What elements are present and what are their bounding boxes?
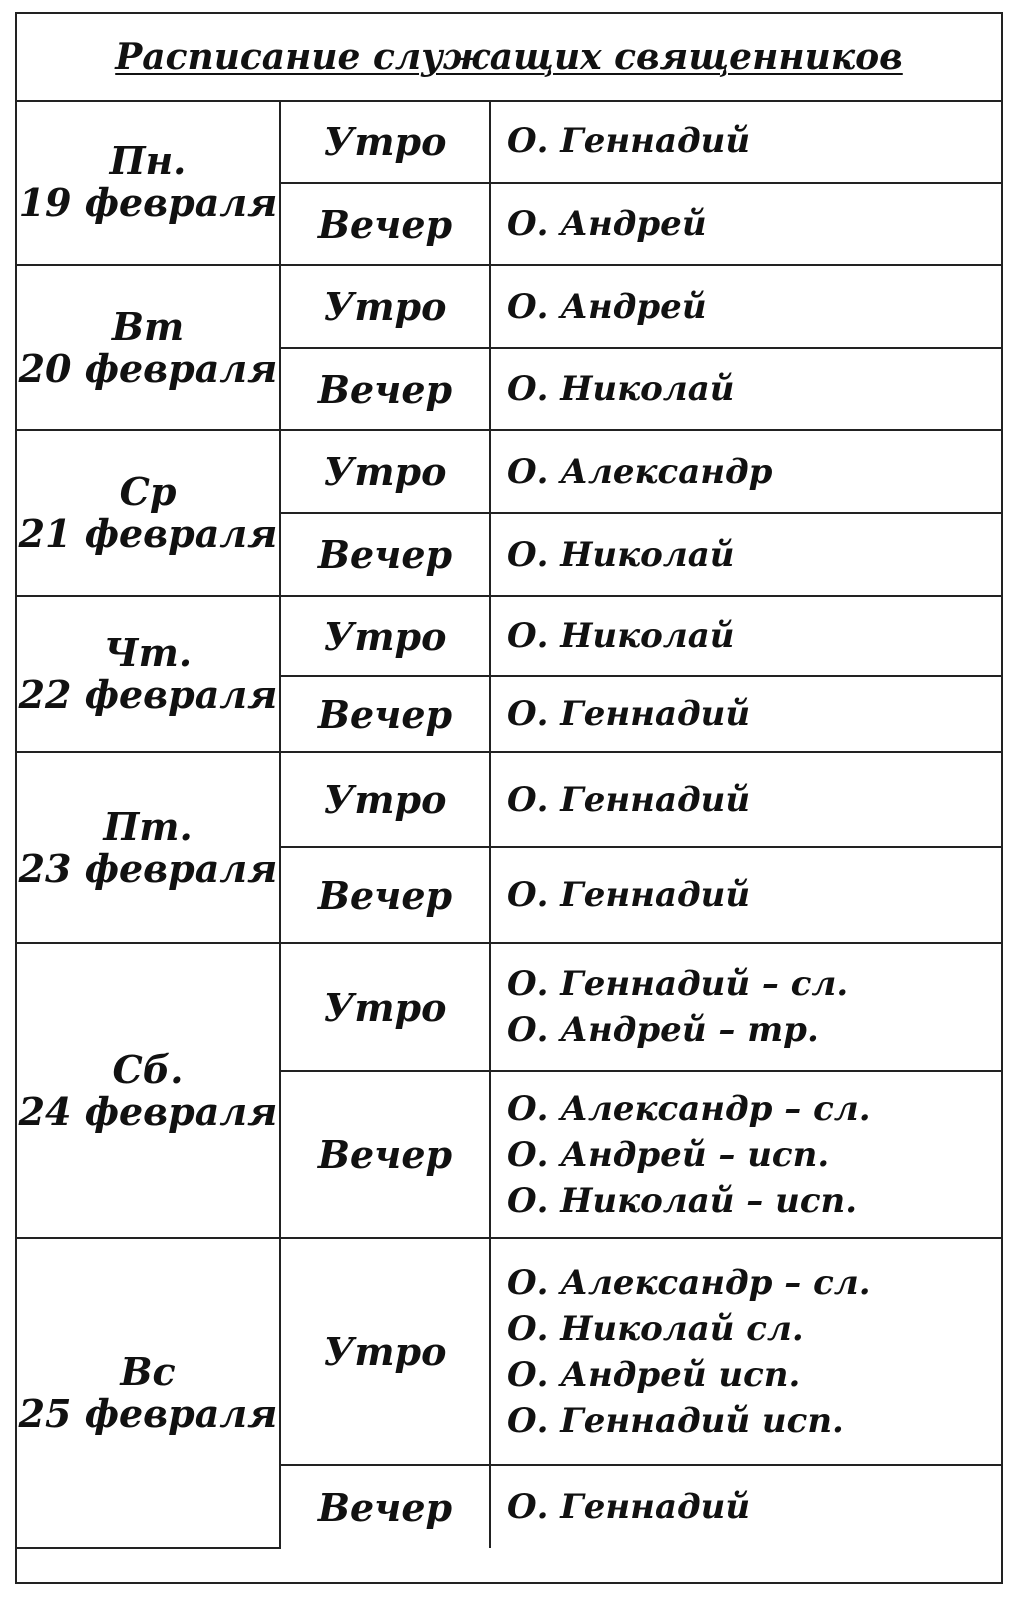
- priests-cell: [490, 1465, 1001, 1548]
- day-cell: [17, 430, 280, 596]
- priest-name: О. Геннадий: [507, 1487, 751, 1527]
- priest-name: О. Николай: [507, 616, 735, 656]
- date-label: 24 февраля: [18, 1088, 278, 1134]
- priest-name: О. Геннадий – сл.: [507, 964, 849, 1004]
- date-label: 19 февраля: [18, 180, 278, 225]
- slot-label: Утро: [280, 943, 490, 1071]
- slot-label: Вечер: [280, 676, 490, 752]
- priest-name: О. Александр – сл.: [507, 1088, 871, 1129]
- priests-cell: [490, 847, 1001, 943]
- table-row: [17, 1238, 1001, 1465]
- priests-cell: [490, 596, 1001, 676]
- table-row: [17, 943, 1001, 1071]
- priest-name: О. Андрей – исп.: [507, 1134, 830, 1175]
- priest-name: О. Геннадий: [507, 121, 751, 161]
- date-label: 21 февраля: [18, 511, 278, 556]
- weekday-label: Вс: [120, 1349, 176, 1394]
- day-cell: [17, 265, 280, 430]
- priests-cell: [490, 752, 1001, 847]
- priests-cell: [490, 513, 1001, 596]
- day-cell: [17, 943, 280, 1238]
- priest-name: О. Николай: [507, 534, 735, 575]
- priest-name: О. Геннадий: [507, 694, 751, 734]
- schedule-table: [17, 100, 1001, 1549]
- slot-label: Утро: [280, 265, 490, 348]
- slot-label: Утро: [280, 1238, 490, 1465]
- priest-name: О. Николай сл.: [507, 1308, 804, 1349]
- day-cell: [17, 1238, 280, 1548]
- slot-label: Утро: [280, 100, 490, 183]
- slot-label: Вечер: [280, 183, 490, 265]
- priests-cell: [490, 348, 1001, 430]
- date-label: 23 февраля: [18, 845, 278, 891]
- priests-cell: [490, 1238, 1001, 1465]
- priests-cell: [490, 265, 1001, 348]
- day-cell: [17, 100, 280, 265]
- priest-name: О. Геннадий: [507, 779, 751, 820]
- priest-name: О. Андрей – тр.: [507, 1010, 819, 1050]
- priests-cell: [490, 183, 1001, 265]
- priest-name: О. Александр: [507, 451, 773, 492]
- slot-label: Вечер: [280, 1071, 490, 1238]
- page-title: Расписание служащих священников: [17, 14, 1001, 102]
- table-row: [17, 430, 1001, 513]
- day-cell: [17, 596, 280, 752]
- slot-label: Утро: [280, 752, 490, 847]
- priest-name: О. Николай – исп.: [507, 1180, 858, 1221]
- date-label: 25 февраля: [18, 1391, 278, 1436]
- weekday-label: Чт.: [103, 630, 193, 675]
- priests-cell: [490, 100, 1001, 183]
- weekday-label: Пт.: [103, 803, 193, 849]
- priests-cell: [490, 676, 1001, 752]
- slot-label: Вечер: [280, 1465, 490, 1548]
- slot-label: Утро: [280, 430, 490, 513]
- slot-label: Вечер: [280, 348, 490, 430]
- weekday-label: Вт: [111, 303, 185, 349]
- priests-cell: [490, 1071, 1001, 1238]
- table-row: [17, 265, 1001, 348]
- priest-name: О. Геннадий исп.: [507, 1400, 844, 1441]
- priest-name: О. Андрей исп.: [507, 1354, 801, 1395]
- weekday-label: Пн.: [109, 138, 187, 183]
- day-cell: [17, 752, 280, 943]
- priest-name: О. Андрей: [507, 204, 707, 244]
- slot-label: Утро: [280, 596, 490, 676]
- table-row: [17, 100, 1001, 183]
- slot-label: Вечер: [280, 513, 490, 596]
- date-label: 20 февраля: [18, 345, 278, 391]
- priest-name: О. Александр – сл.: [507, 1262, 871, 1303]
- priest-name: О. Андрей: [507, 286, 707, 327]
- weekday-label: Сб.: [112, 1046, 184, 1092]
- weekday-label: Ср: [119, 469, 177, 514]
- priests-cell: [490, 943, 1001, 1071]
- date-label: 22 февраля: [18, 672, 278, 717]
- priest-name: О. Николай: [507, 369, 735, 409]
- priest-name: О. Геннадий: [507, 875, 751, 915]
- priests-cell: [490, 430, 1001, 513]
- schedule-sheet: [15, 12, 1003, 1584]
- table-row: [17, 752, 1001, 847]
- table-row: [17, 596, 1001, 676]
- slot-label: Вечер: [280, 847, 490, 943]
